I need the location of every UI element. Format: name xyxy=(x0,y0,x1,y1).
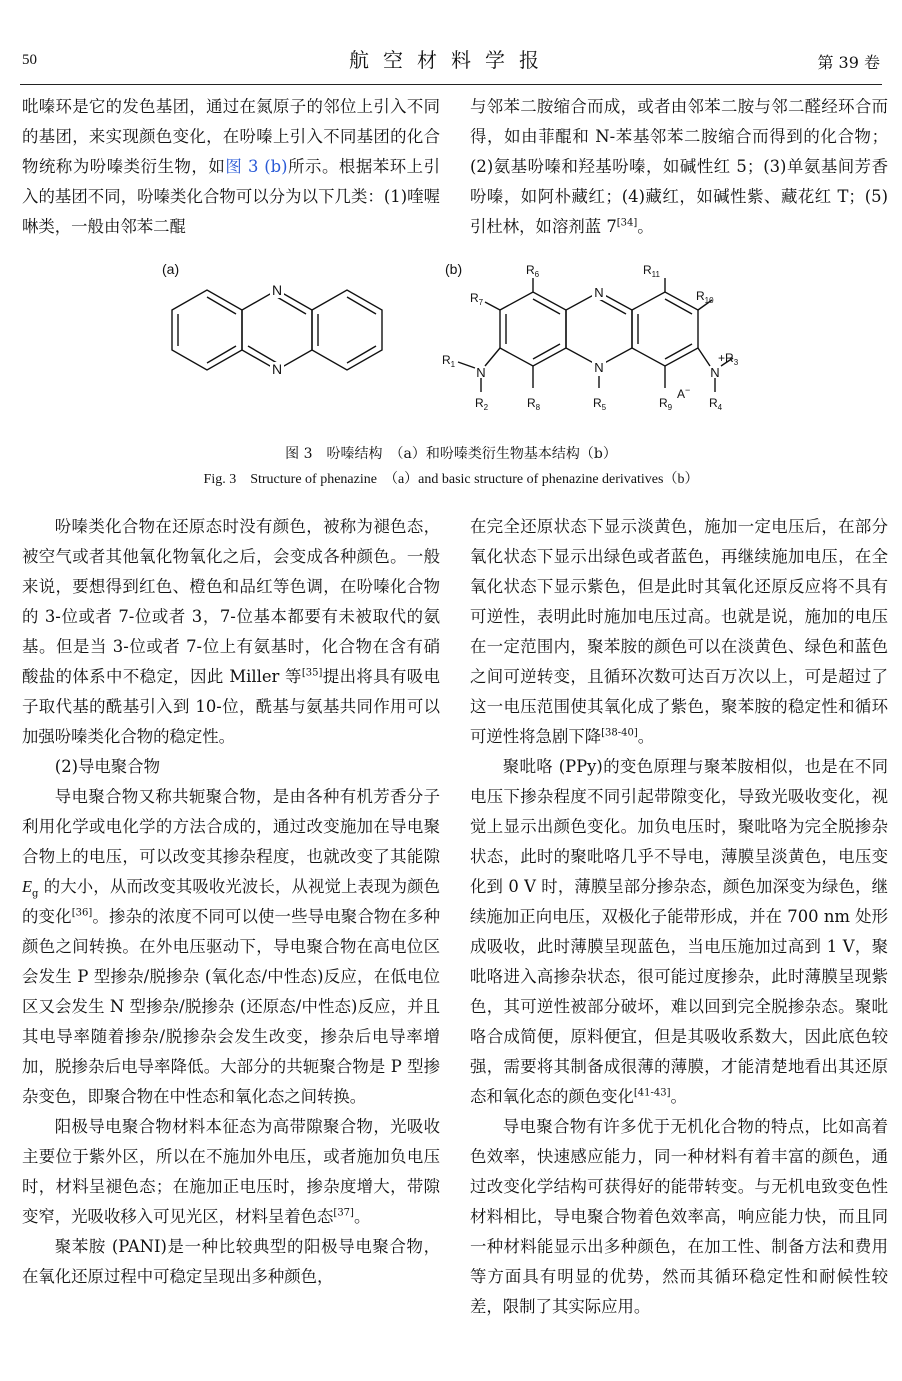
page-number: 50 xyxy=(22,52,37,68)
left-benzene-ring xyxy=(172,290,242,370)
label-a: (a) xyxy=(162,261,180,277)
double-bond xyxy=(347,297,376,314)
paragraph-anodic-polymers xyxy=(22,1112,440,1232)
paragraph-phenazine-stability xyxy=(22,512,440,752)
double-bond xyxy=(665,344,692,359)
text-run: 。 xyxy=(353,1207,371,1226)
right-benzene-ring xyxy=(312,290,382,370)
text-run: 。 xyxy=(637,727,655,746)
counter-anion: A− xyxy=(677,385,691,401)
double-bond xyxy=(665,299,692,314)
double-bond xyxy=(533,299,560,314)
pyrazine-ring xyxy=(242,290,312,370)
bond-n-right xyxy=(698,348,710,366)
text-run: 与邻苯二胺缩合而成，或者由邻苯二胺与邻二醛经环合而得，如由菲醌和 N-苯基邻苯二胺缩合而得到的化合物；(2)氨基吩嗪和羟基吩嗪，如碱性红 5；(3)单氨基间芳香吩嗪，如阿朴藏红；(4)藏红，如碱性紫、藏花红 T；(5)引杜林，如溶剂蓝 7 xyxy=(470,97,888,236)
paragraph-phenazine-intro xyxy=(22,92,440,242)
text-run: 聚吡咯 (PPy)的变色原理与聚苯胺相似，也是在不同电压下掺杂程度不同引起带隙变化，导致光吸收变化，视觉上显示出颜色变化。加负电压时，聚吡咯为完全脱掺杂状态，此时的聚吡咯几乎不导电，薄膜呈淡黄色，电压变化到 0 V 时，薄膜呈部分掺杂态，颜色加深变为绿色，继续施加正向电压，双极化子能带形成，并在 700 nm 处形成吸收，此时薄膜呈现蓝色，当电压施加过高到 1 V，聚吡咯进入高掺杂状态，很可能过度掺杂，此时薄膜呈现紫色，其可逆性被部分破坏，难以回到完全脱掺杂态。聚吡咯合成简便，原料便宜，但是其吸收系数大，因此底色较强，需要将其制备成很薄的薄膜，才能清楚地看出其还原态和氧化态的颜色变化 xyxy=(470,757,888,1106)
substituent-r1: $R_1$ xyxy=(442,353,456,369)
text-run: 。 xyxy=(670,1087,687,1106)
text-run: 。 xyxy=(637,217,654,236)
nitrogen-atom: N xyxy=(594,285,604,300)
substituent-r10: $R_{10}$ xyxy=(696,289,714,305)
double-bond xyxy=(347,346,376,363)
text-run: 导电聚合物又称共轭聚合物，是由各种有机芳香分子利用化学或电化学的方法合成的，通过改变施加在导电聚合物上的电压，可以改变其掺杂程度，也就改变了其能隙 xyxy=(22,787,440,866)
volume-label: 第 39 卷 xyxy=(817,53,880,72)
paragraph-pani-intro: 聚苯胺 (PANI)是一种比较典型的阳极导电聚合物，在氧化还原过程中可稳定呈现出多种颜色， xyxy=(22,1237,440,1286)
substituent-r5: $R_5$ xyxy=(593,396,607,412)
double-bond xyxy=(599,299,626,314)
pyrazine-ring xyxy=(566,292,632,366)
left-benzene-ring xyxy=(500,292,566,366)
text-run: 所示。根据苯环上引入的基团不同，吩嗪类化合物可以分为以下几类：(1)喹喔啉类，一般由邻苯二醌 xyxy=(22,157,441,236)
citation[interactable]: [34] xyxy=(616,217,638,229)
text-run: 提出将具有吸电子取代基的酰基引入到 10-位，酰基与氨基共同作用可以加强吩嗪类化合物的稳定性。 xyxy=(22,667,441,746)
symbol-e: E xyxy=(22,877,33,896)
nitrogen-atom: N xyxy=(271,361,283,377)
figure-caption-en: Fig. 3 Structure of phenazine （a）and basic structure of phenazine derivatives（b） xyxy=(203,472,699,487)
substituent-r7: $R_7$ xyxy=(470,291,484,307)
section-heading-conductive-polymers: (2)导电聚合物 xyxy=(54,757,160,776)
paragraph-phenazine-classes xyxy=(470,92,888,242)
phenazine-structures-diagram xyxy=(150,258,780,426)
label-b: (b) xyxy=(445,261,463,277)
text-run: 阳极导电聚合物材料本征态为高带隙聚合物，光吸收主要位于紫外区，所以在不施加外电压，或者施加负电压时，材料呈褪色态；在施加正电压时，掺杂度增大，带隙变窄，光吸收移入可见光区，材料呈着色态 xyxy=(22,1117,440,1226)
top-right-text xyxy=(470,92,888,242)
figure-3b-link[interactable]: 图 3 (b) xyxy=(225,157,288,176)
paragraph-ppy xyxy=(470,752,888,1112)
figure-3 xyxy=(150,258,780,426)
text-run: 吡嗪环是它的发色基团，通过在氮原子的邻位上引入不同的基团，来实现颜色变化，在吩嗪上引入不同基团的化合物统称为吩嗪类衍生物，如 xyxy=(22,97,440,176)
left-column xyxy=(22,512,440,1292)
header-rule xyxy=(20,84,882,85)
nitrogen-atom: N xyxy=(594,360,604,375)
amine-nitrogen-right: N xyxy=(710,365,720,380)
citation[interactable]: [41-43] xyxy=(633,1087,671,1099)
paragraph-conductive-polymers xyxy=(22,782,440,1112)
right-benzene-ring xyxy=(632,292,698,366)
double-bond xyxy=(207,346,236,363)
bond-r1 xyxy=(458,362,475,368)
phenazine-structure xyxy=(172,290,382,370)
page-header xyxy=(0,0,902,86)
figure-caption-cn: 图 3 吩嗪结构 （a）和吩嗪类衍生物基本结构（b） xyxy=(285,446,617,462)
double-bond xyxy=(533,344,560,359)
substituent-r3: $+R_3$ xyxy=(718,351,739,367)
citation[interactable]: [37] xyxy=(333,1207,354,1219)
substituent-r11: $R_{11}$ xyxy=(643,263,660,279)
right-column xyxy=(470,512,888,1322)
substituent-r2: $R_2$ xyxy=(475,396,489,412)
text-run: 吩嗪类化合物在还原态时没有颜色，被称为褪色态，被空气或者其他氧化物氧化之后，会变成各种颜色。一般来说，要想得到红色、橙色和品红等色调，在吩嗪化合物的 3-位或者 7-位或者 3，7-位基本都要有未被取代的氨基。但是当 3-位或者 7-位上有氨基时，化合物在含有硝酸盐的体系中不稳定，因此 Miller 等 xyxy=(22,517,440,686)
symbol-subscript: g xyxy=(32,888,39,900)
text-run: 在完全还原状态下显示淡黄色，施加一定电压后，在部分氧化状态下显示出绿色或者蓝色，再继续施加电压，在全氧化状态下显示紫色，但是此时其氧化还原反应将不具有可逆性，表明此时施加电压过高。也就是说，施加的电压在一定范围内，聚苯胺的颜色可以在淡黄色、绿色和蓝色之间可逆转变，且循环次数可达百万次以上，可是超过了这一电压范围使其氧化成了紫色，聚苯胺的稳定性和循环可逆性将急剧下降 xyxy=(470,517,888,746)
top-left-text xyxy=(22,92,440,242)
substituent-r8: $R_8$ xyxy=(527,396,541,412)
amine-nitrogen-left: N xyxy=(476,365,486,380)
citation[interactable]: [35] xyxy=(301,667,323,679)
journal-title: 航空材料学报 xyxy=(349,48,553,72)
substituent-r9: $R_9$ xyxy=(659,396,673,412)
paragraph-polymer-advantages: 导电聚合物有许多优于无机化合物的特点，比如高着色效率，快速感应能力，同一种材料有着丰富的颜色，通过改变化学结构可获得好的能带转变。与无机电致变色性材料相比，导电聚合物着色效率高，响应能力快，而且同一种材料能显示出多种颜色，在加工性、制备方法和费用等方面具有明显的优势，然而其循环稳定性和耐候性较差，限制了其实际应用。 xyxy=(470,1117,888,1316)
citation[interactable]: [38-40] xyxy=(601,727,638,739)
paragraph-pani-colors xyxy=(470,512,888,752)
double-bond xyxy=(207,297,236,314)
nitrogen-atom: N xyxy=(271,282,283,298)
substituent-r4: $R_4$ xyxy=(709,396,723,412)
bond-n-left xyxy=(485,348,500,366)
text-run: 。掺杂的浓度不同可以使一些导电聚合物在多种颜色之间转换。在外电压驱动下，导电聚合物在高电位区会发生 P 型掺杂/脱掺杂 (氧化态/中性态)反应，在低电位区又会发生 N 型掺杂/脱掺杂 (还原态/中性态)反应，并且其电导率随着掺杂/脱掺杂会发生改变，掺杂后电导率增加，脱掺杂后电导率降低。大部分的共轭聚合物是 P 型掺杂变色，即聚合物在中性态和氧化态之间转换。 xyxy=(22,907,441,1106)
double-bond xyxy=(277,297,306,314)
text-run: 的大小，从而改变其吸收光波长，从视觉上表现为颜色的变化 xyxy=(22,877,440,926)
citation[interactable]: [36] xyxy=(71,907,93,919)
bond-r7 xyxy=(485,302,500,310)
substituent-r6: $R_6$ xyxy=(526,263,540,279)
